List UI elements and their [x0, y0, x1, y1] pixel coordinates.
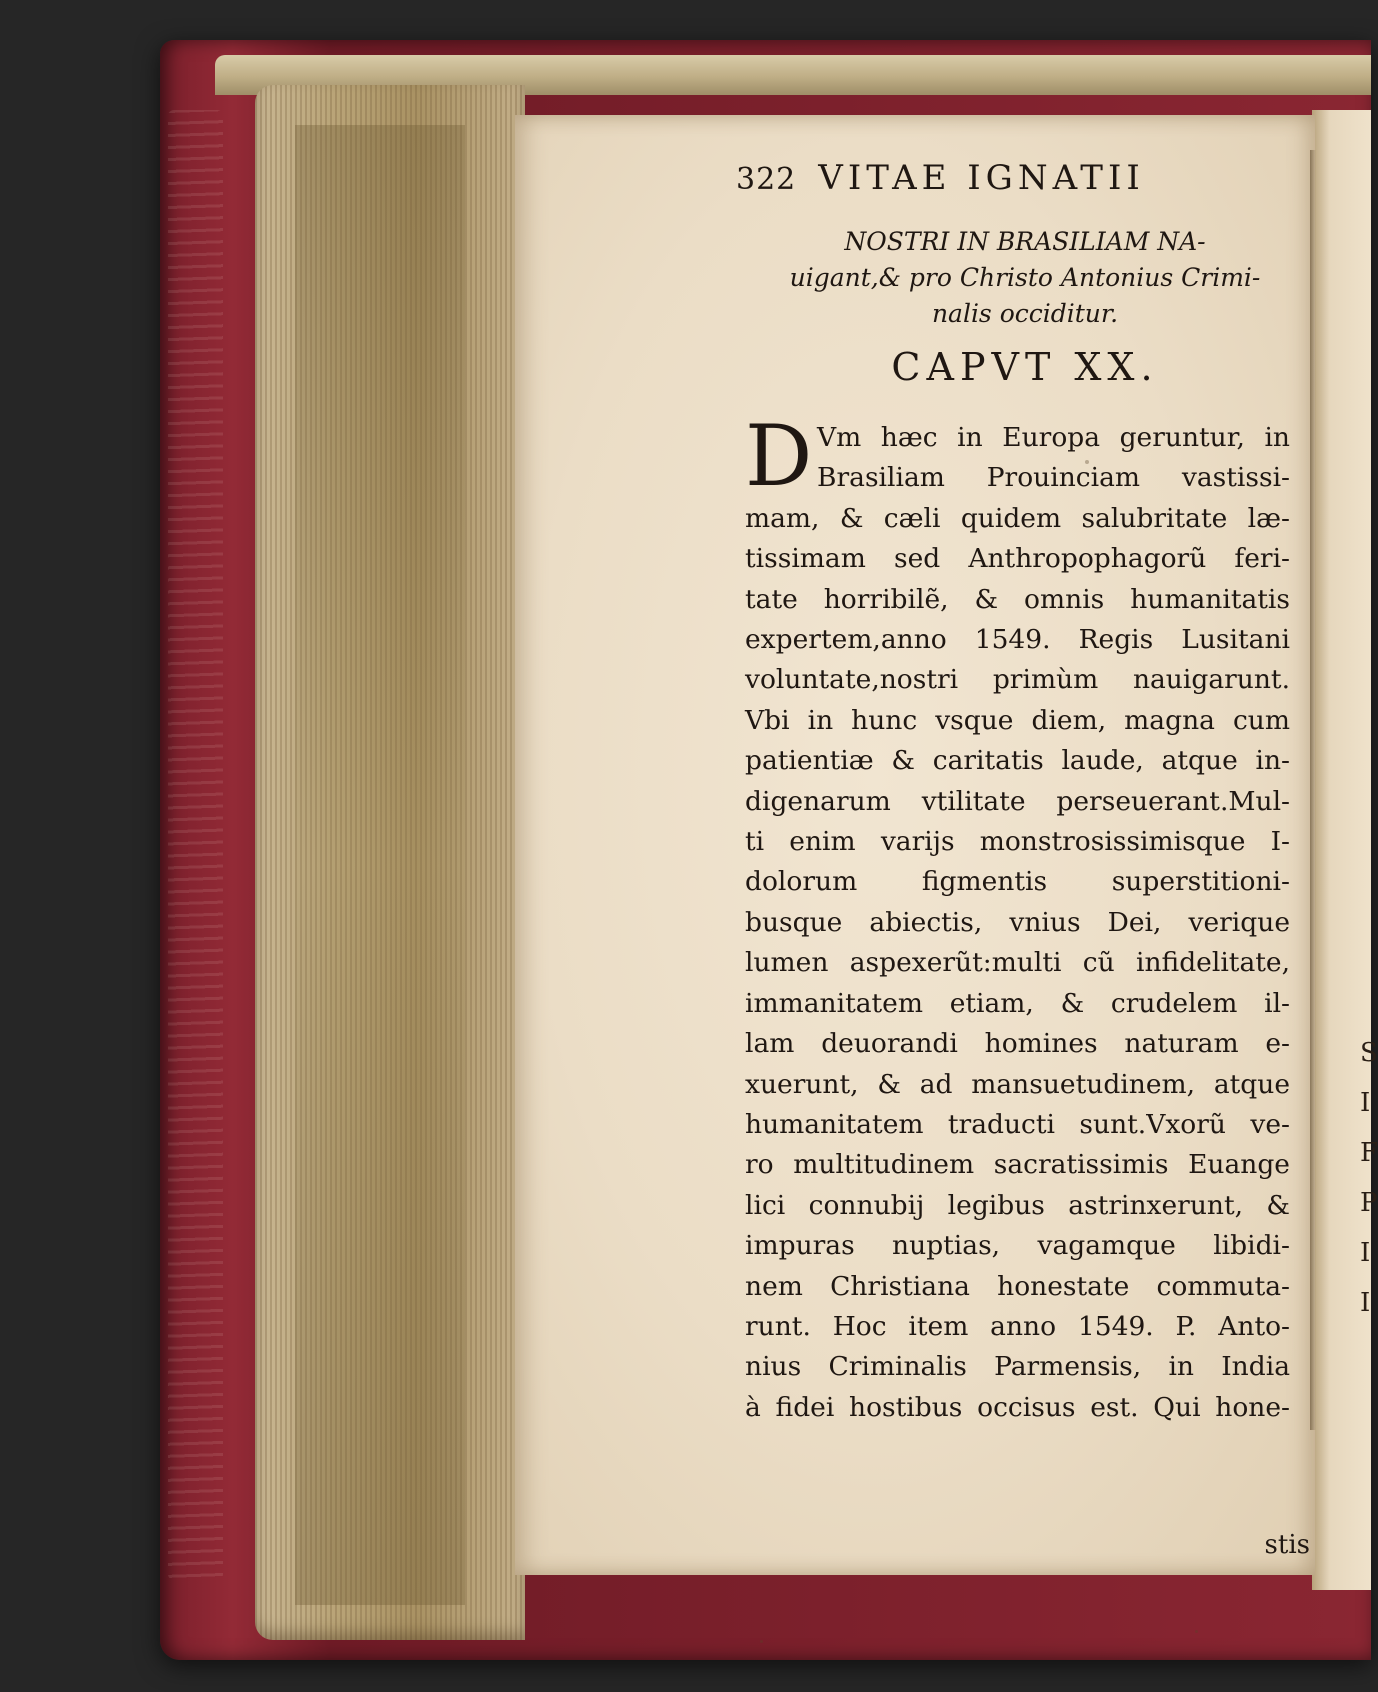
text-line: mam, & cæli quidem salubritate læ- — [745, 502, 1290, 534]
paper-speck — [760, 1640, 763, 1643]
text-line: busque abiectis, vnius Dei, verique — [745, 906, 1290, 938]
page-number: 322 — [736, 162, 797, 197]
text-line: lam deuorandi homines naturam e- — [745, 1028, 1290, 1060]
running-head-title: VITAE IGNATII — [818, 158, 1145, 198]
drop-cap: D — [745, 407, 813, 505]
body-text — [745, 407, 1305, 1428]
facing-page-letter: P — [1360, 1188, 1378, 1218]
text-line: Brasiliam Prouinciam vastissi- — [817, 462, 1290, 494]
text-line: tate horribilẽ, & omnis humanitatis — [745, 583, 1290, 615]
text-line: à fidei hostibus occisus est. Qui hone- — [745, 1391, 1290, 1423]
text-line: impuras nuptias, vagamque libidi- — [745, 1230, 1290, 1262]
text-line: lici connubij legibus astrinxerunt, & — [745, 1189, 1290, 1221]
text-line: runt. Hoc item anno 1549. P. Anto- — [745, 1310, 1290, 1342]
text-line: digenarum vtilitate perseuerant.Mul- — [745, 785, 1290, 817]
text-line: immanitatem etiam, & crudelem il- — [745, 987, 1290, 1019]
facing-page-edge — [1312, 110, 1371, 1590]
text-line: xuerunt, & ad mansuetudinem, atque — [745, 1068, 1290, 1100]
summary-line: uigant,& pro Christo Antonius Crimi- — [789, 263, 1261, 292]
text-line: humanitatem traducti sunt.Vxorũ ve- — [745, 1108, 1290, 1140]
facing-page-letter: I — [1360, 1238, 1371, 1268]
text-line: tissimam sed Anthropophagorũ feri- — [745, 543, 1290, 575]
text-line: expertem,anno 1549. Regis Lusitani — [745, 624, 1290, 656]
text-line: nem Christiana honestate commuta- — [745, 1270, 1290, 1302]
text-line: ti enim varijs monstrosissimisque I- — [745, 826, 1290, 858]
facing-page-letter: S — [1360, 1038, 1378, 1068]
text-line: ro multitudinem sacratissimis Euange — [745, 1149, 1290, 1181]
facing-page-letter: I — [1360, 1288, 1371, 1318]
text-line: dolorum figmentis superstitioni- — [745, 866, 1290, 898]
catchword: stis — [1264, 1530, 1310, 1560]
facing-page-letter: F — [1360, 1138, 1378, 1168]
chapter-heading: CAPVT XX. — [891, 345, 1159, 389]
paper-speck — [1195, 1630, 1198, 1633]
text-line: lumen aspexerũt:multi cũ infidelitate, — [745, 947, 1290, 979]
chapter-summary — [745, 224, 1305, 332]
page-fore-edge — [255, 85, 525, 1640]
text-line: voluntate,nostri primùm nauigarunt. — [745, 664, 1290, 696]
facing-page-letter: I — [1360, 1088, 1371, 1118]
running-head — [736, 158, 1326, 198]
summary-line: nalis occiditur. — [931, 299, 1119, 328]
text-line: patientiæ & caritatis laude, atque in- — [745, 745, 1290, 777]
text-line: Vm hæc in Europa geruntur, in — [817, 422, 1290, 453]
page-gutter — [1310, 150, 1316, 1430]
text-line: Vbi in hunc vsque diem, magna cum — [745, 704, 1290, 736]
summary-line: NOSTRI IN BRASILIAM NA- — [844, 227, 1206, 256]
text-line: nius Criminalis Parmensis, in India — [745, 1351, 1290, 1383]
